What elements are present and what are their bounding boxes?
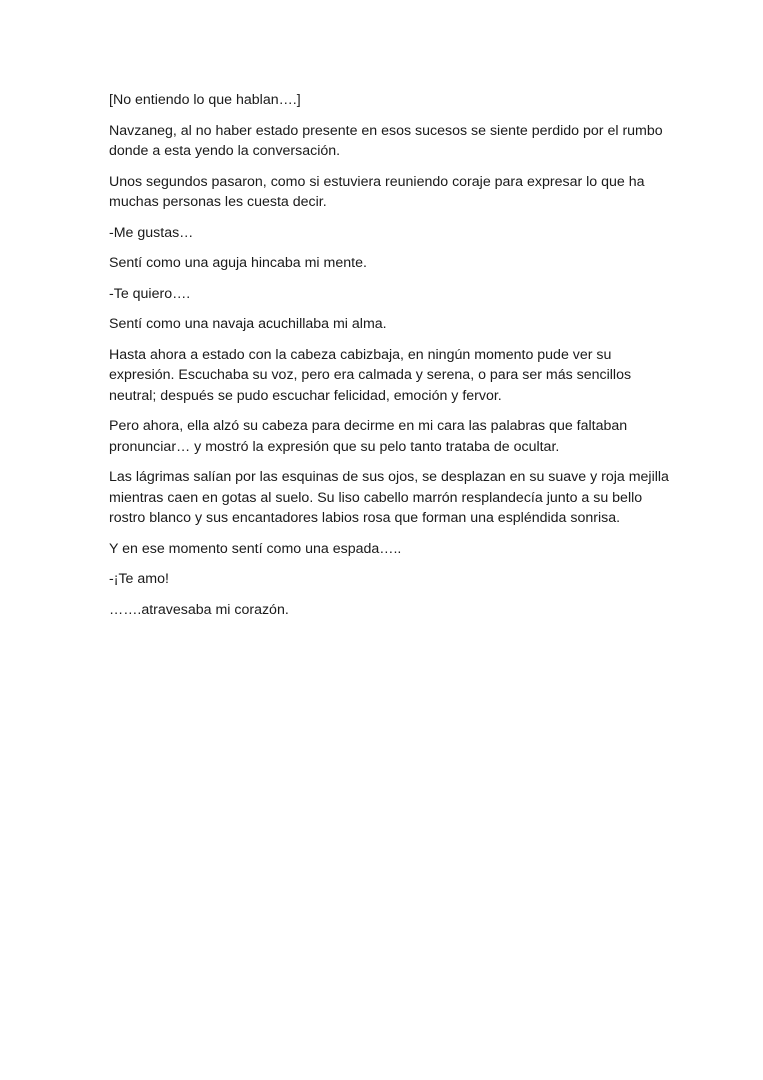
document-body — [109, 90, 669, 630]
paragraph-4: -Me gustas… — [109, 224, 194, 241]
paragraph-3: Unos segundos pasaron, como si estuviera reuniendo coraje para expresar lo que ha muchas personas les cuesta decir. — [109, 173, 645, 210]
paragraph-1: [No entiendo lo que hablan….] — [109, 92, 301, 108]
paragraph-11: Y en ese momento sentí como una espada….. — [109, 540, 402, 557]
paragraph-7: Sentí como una navaja acuchillaba mi alma. — [109, 316, 387, 332]
paragraph-10: Las lágrimas salían por las esquinas de sus ojos, se desplazan en su suave y roja mejilla mientras caen en gotas al suelo. Su liso cabello marrón resplandecía junto a su bello rostro blanco y sus encantadores labios rosa que forman una espléndida sonrisa. — [109, 469, 669, 526]
paragraph-13: …….atravesaba mi corazón. — [109, 601, 289, 618]
paragraph-8: Hasta ahora a estado con la cabeza cabizbaja, en ningún momento pude ver su expresión. Escuchaba su voz, pero era calmada y serena, o para ser más sencillos neutral; después se pudo escuchar felicidad, emoción y fervor. — [109, 346, 632, 404]
paragraph-6: -Te quiero…. — [109, 285, 191, 302]
paragraph-5: Sentí como una aguja hincaba mi mente. — [109, 255, 367, 271]
paragraph-2: Navzaneg, al no haber estado presente en esos sucesos se siente perdido por el rumbo donde a esta yendo la conversación. — [109, 122, 663, 159]
paragraph-12: -¡Te amo! — [109, 571, 169, 587]
paragraph-9: Pero ahora, ella alzó su cabeza para decirme en mi cara las palabras que faltaban pronunciar… y mostró la expresión que su pelo tanto trataba de ocultar. — [109, 418, 628, 455]
